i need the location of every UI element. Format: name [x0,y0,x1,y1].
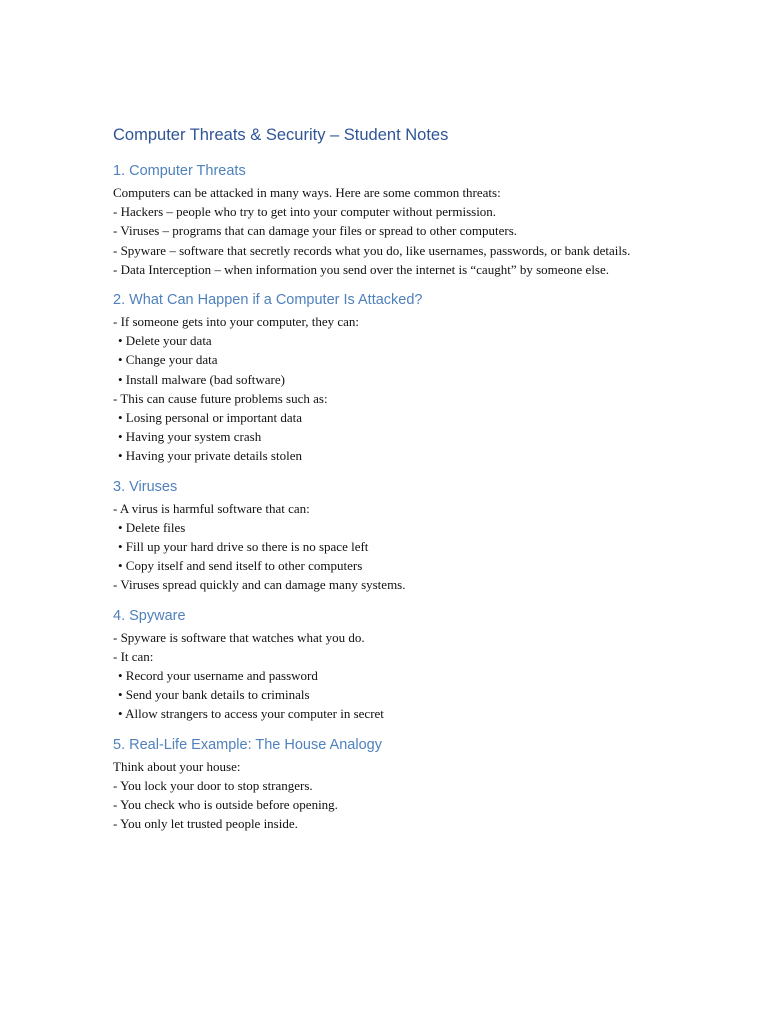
text-line: - This can cause future problems such as: [113,390,328,406]
bullet-item: • Losing personal or important data [118,410,302,426]
section-1 [113,159,673,279]
text-line: Think about your house: [113,758,241,774]
bullet-item: • Send your bank details to criminals [118,687,310,703]
text-line: - You lock your door to stop strangers. [113,777,313,793]
text-line: - Viruses – programs that can damage your files or spread to other computers. [113,223,518,239]
section-5 [113,733,673,834]
document-body [113,120,673,833]
text-line: - Spyware – software that secretly records what you do, like usernames, passwords, or bank details. [113,242,631,258]
sections-container [113,159,673,833]
bullet-item: • Fill up your hard drive so there is no space left [118,539,369,555]
section-heading: 2. What Can Happen if a Computer Is Attacked? [113,292,423,309]
text-line: - Data Interception – when information you send over the internet is “caught” by someone else. [113,261,610,277]
text-line: - It can: [113,648,154,664]
bullet-item: • Having your system crash [118,429,262,445]
section-2 [113,288,673,466]
bullet-item: • Having your private details stolen [118,448,302,464]
section-3 [113,475,673,595]
text-line: - Spyware is software that watches what you do. [113,629,365,645]
section-heading: 1. Computer Threats [113,163,246,179]
section-heading: 4. Spyware [113,607,186,624]
bullet-item: • Allow strangers to access your computer in secret [118,706,384,722]
bullet-item: • Change your data [118,352,218,368]
section-heading: 5. Real-Life Example: The House Analogy [113,736,382,753]
text-line: Computers can be attacked in many ways. Here are some common threats: [113,185,501,200]
bullet-item: • Delete files [118,519,186,535]
section-4 [113,604,673,724]
text-line: - You only let trusted people inside. [113,816,298,832]
bullet-item: • Copy itself and send itself to other computers [118,558,363,574]
text-line: - If someone gets into your computer, they can: [113,314,360,330]
text-line: - A virus is harmful software that can: [113,500,310,516]
text-line: - You check who is outside before opening. [113,797,338,813]
document-title: Computer Threats & Security – Student Notes [113,126,449,144]
bullet-item: • Record your username and password [118,668,318,684]
section-heading: 3. Viruses [113,478,178,495]
text-line: - Viruses spread quickly and can damage many systems. [113,577,406,593]
text-line: - Hackers – people who try to get into your computer without permission. [113,204,497,220]
bullet-item: • Install malware (bad software) [118,371,285,387]
bullet-item: • Delete your data [118,333,212,349]
